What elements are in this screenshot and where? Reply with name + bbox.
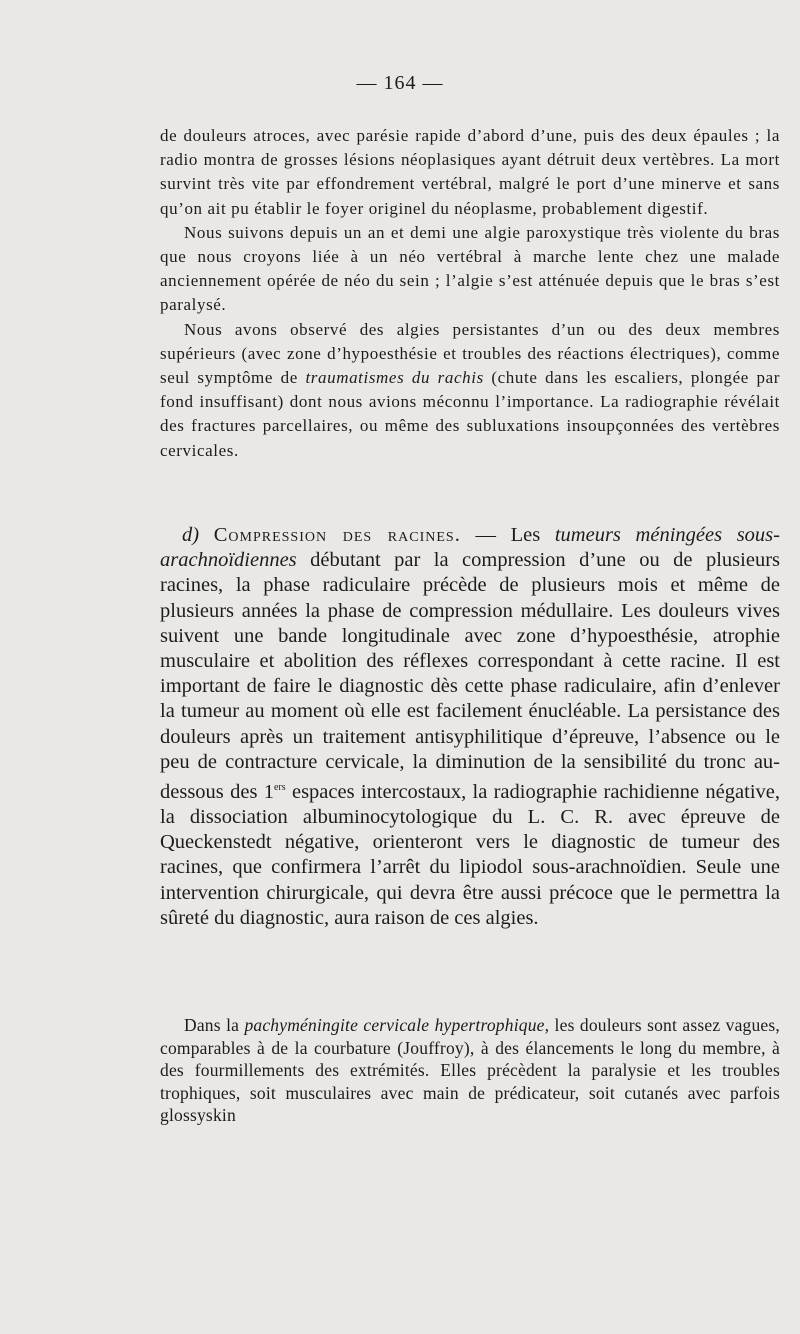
section-heading: Compression des racines. [213, 524, 461, 546]
section-label: d) [182, 524, 200, 546]
italic-term: tumeurs méningées sous-arachnoïdiennes [160, 524, 780, 572]
top-text-block [160, 124, 780, 463]
paragraph-pachymeningite: Dans la pachyméningite cervicale hypertrophique, les douleurs sont assez vagues, comparables à de la courbature (Jouffroy), à des élancements le long du membre, à des fourmillements des extrémités. Elles précèdent la paralysie et les troubles trophiques, soit musculaires avec main de prédicateur, soit cutanés avec parfois glossyskin [160, 1015, 780, 1126]
paragraph-continuation: de douleurs atroces, avec parésie rapide d’abord d’une, puis des deux épaules ; la radio montra de grosses lésions néoplasiques ayant détruit deux vertèbres. La mort survint très vite par effondrement vertébral, malgré le port d’une minerve et sans qu’on ait pu établir le foyer originel du néoplasme, probablement digestif. [160, 126, 780, 218]
paragraph-algie: Nous suivons depuis un an et demi une algie paroxystique très violente du bras que nous croyons liée à un néo vertébral à marche lente chez une malade anciennement opérée de néo du sein ; l’algie s’est atténuée depuis que le bras s’est paralysé. [160, 222, 780, 315]
paragraph-compression-racines: d) Compression des racines. — Les tumeurs méningées sous-arachnoïdiennes débutant par la compression d’une ou de plusieurs racines, la phase radiculaire précède de plusieurs mois et même de plusieurs années la phase de compression médullaire. Les douleurs vives suivent une bande longitudinale avec zone d’hypoesthésie, atrophie musculaire et abolition des réflexes correspondant à cette racine. Il est important de faire le diagnostic dès cette phase radiculaire, afin d’enlever la tumeur au moment où elle est facilement énucléable. La persistance des douleurs après un traitement antisyphilitique d’épreuve, l’absence ou le peu de contracture cervicale, la diminution de la sensibilité du tronc au-dessous des 1ers espaces intercostaux, la radiographie rachidienne négative, la dissociation albuminocytologique du L. C. R. avec épreuve de Queckenstedt négative, orienteront vers le diagnostic de tumeur des racines, que confirmera l’arrêt du lipiodol sous-arachnoïdien. Seule une intervention chirurgicale, qui devra être aussi précoce que le permettra la sûreté du diagnostic, aura raison de ces algies. [160, 524, 780, 929]
section-d-block [160, 523, 780, 931]
paragraph-traumatismes: Nous avons observé des algies persistantes d’un ou des deux membres supérieurs (avec zone d’hypoesthésie et troubles des réactions électriques), comme seul symptôme de traumatismes du rachis (chute dans les escaliers, plongée par fond insuffisant) dont nous avions méconnu l’importance. La radiographie révélait des fractures parcellaires, ou même des subluxations insoupçonnées des vertèbres cervicales. [160, 319, 780, 460]
page-number: — 164 — [356, 72, 444, 94]
bottom-text-block [160, 1014, 780, 1127]
superscript: ers [273, 782, 286, 794]
italic-term: traumatismes du rachis [305, 368, 484, 388]
italic-term: pachyméningite cervicale hypertrophique, [244, 1015, 550, 1035]
